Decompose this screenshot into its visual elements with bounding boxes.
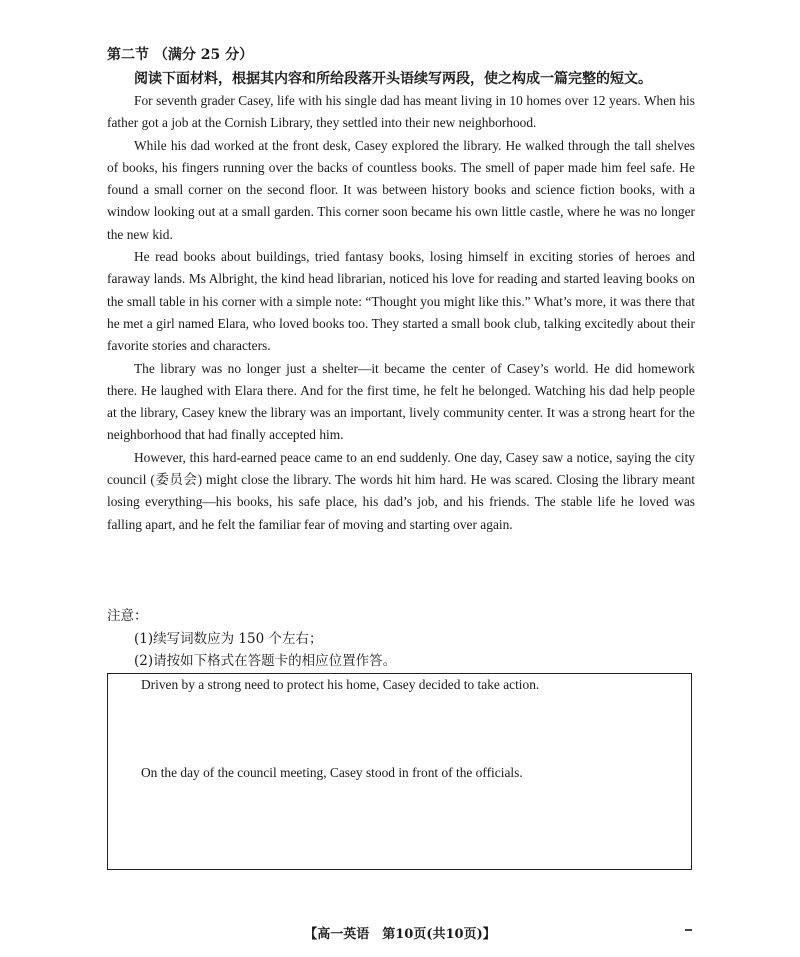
page-footer: 【高一英语 第10页(共10页)】 xyxy=(304,927,496,942)
passage-paragraph-2: While his dad worked at the front desk, Casey explored the library. He walked through the tall shelves of books, his fingers running over the backs of countless books. The smell of paper made him feel safe. He found a small corner on the second floor. It was between history books and science fiction books, with a window looking out at a small garden. This corner soon became his own little castle, where he was no longer the new kid. xyxy=(107,137,695,242)
notes-label: 注意： xyxy=(107,608,148,624)
task-instruction: 阅读下面材料，根据其内容和所给段落开头语续写两段，使之构成一篇完整的短文。 xyxy=(134,71,652,87)
note-item-word-count: (1)续写词数应为 150 个左右； xyxy=(134,631,323,647)
paragraph-opener-2: On the day of the council meeting, Casey stood in front of the officials. xyxy=(141,765,523,780)
passage-paragraph-4: The library was no longer just a shelter—it became the center of Casey’s world. He did homework there. He laughed with Elara there. And for the first time, he felt he belonged. Watching his dad help people at the library, Casey knew the library was an important, lively community center. It was a strong heart for the neighborhood that had finally accepted him. xyxy=(107,360,695,443)
passage-paragraph-1: For seventh grader Casey, life with his single dad has meant living in 10 homes over 12 years. When his father got a job at the Cornish Library, they settled into their new neighborhood. xyxy=(107,93,695,131)
passage-paragraph-3: He read books about buildings, tried fantasy books, losing himself in exciting stories of heroes and faraway lands. Ms Albright, the kind head librarian, noticed his love for reading and started leaving books on the small table in his corner with a simple note: “Thought you might like this.” What’s more, it was there that he met a girl named Elara, who loved books too. They started a small book club, talking excitedly about their favorite stories and characters. xyxy=(107,249,695,354)
answer-box xyxy=(107,673,692,870)
section-title: 第二节 （满分 25 分） xyxy=(107,47,254,63)
corner-mark xyxy=(685,929,692,931)
paragraph-opener-1: Driven by a strong need to protect his home, Casey decided to take action. xyxy=(141,677,540,692)
passage-paragraph-5: However, this hard-earned peace came to an end suddenly. One day, Casey saw a notice, saying the city council (委员会) might close the library. The words hit him hard. He was scared. Closing the library meant losing everything—his books, his safe place, his dad’s job, and his friends. The stable life he loved was falling apart, and he felt the familiar fear of moving and starting over again. xyxy=(107,449,695,532)
reading-passage xyxy=(107,90,695,536)
note-item-answer-format: (2)请按如下格式在答题卡的相应位置作答。 xyxy=(134,653,397,669)
